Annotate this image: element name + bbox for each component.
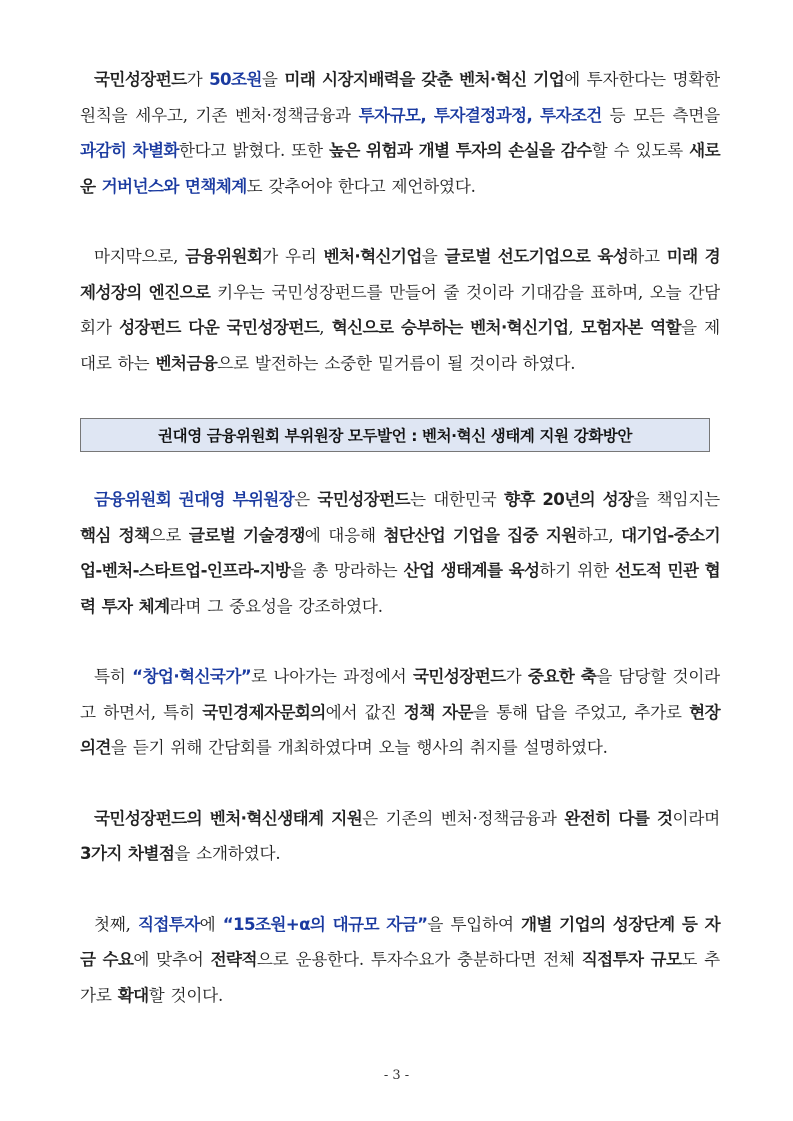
bold-text: 새로운 [80,141,721,196]
highlighted-text: 투자규모, 투자결정과정, 투자조건 [358,105,602,125]
bold-text: 국민경제자문회의 [202,702,326,722]
text-run: 가 [186,70,210,89]
bold-text: 글로벌 선도기업으로 육성 [444,247,629,266]
text-run: , [319,318,332,337]
bold-text: 정책 자문 [403,702,473,722]
text-run: 을 [261,70,285,89]
text-run: 에서 값진 [325,702,404,722]
text-run: 은 [294,490,318,509]
text-run: 특히 [94,667,133,686]
text-run: 은 기존의 벤처·정책금융과 [362,808,565,828]
text-run: 을 소개하였다. [174,844,281,863]
text-run: 을 담당할 것이라고 하면서, 특히 [80,667,720,722]
paragraph-2 [80,239,720,381]
text-run: 을 제대로 하는 [80,318,721,373]
text-run: 을 책임지는 [633,490,720,509]
highlighted-text: 금융위원회 권대영 부위원장 [94,490,295,509]
bold-text: 선도적 민관 협력 투자 체계 [80,561,720,616]
bold-text: 국민성장펀드 [317,490,410,509]
bold-text: 혁신으로 승부하는 벤처·혁신기업 [331,318,569,337]
bold-text: 모험자본 역할 [580,318,681,337]
text-run: 는 대한민국 [409,490,504,509]
text-run: , [568,318,581,337]
text-run: 가 우리 [262,247,324,266]
bold-text: 높은 위험과 개별 투자의 손실을 감수 [328,141,592,160]
bold-text: 완전히 다를 것 [564,808,673,828]
bold-text: 벤처·혁신기업 [323,247,422,266]
bold-text: 핵심 정책 [80,525,150,545]
bold-text: 산업 생태계를 육성 [403,561,540,580]
highlighted-text: 직접투자 [137,914,200,934]
paragraph-1 [80,62,720,204]
bold-text: 성장펀드 다운 국민성장펀드 [119,318,320,337]
text-run: 하고 [628,247,667,266]
bold-text: 확대 [117,985,149,1005]
bold-text: 국민성장펀드 [94,70,187,89]
text-run: 키우는 국민성장펀드를 만들어 줄 것이라 기대감을 표하며, 오늘 간담회가 [80,282,720,337]
bold-text: 전략적 [210,950,257,969]
bold-text: 국민성장펀드의 벤처·혁신생태계 지원 [94,808,363,828]
paragraph-4 [80,659,720,766]
text-run: 도 추가로 [80,950,721,1005]
highlighted-text: 과감히 차별화 [80,141,179,160]
page-number: - 3 - [383,1068,410,1083]
text-run: 할 수 있도록 [591,141,690,160]
text-run: 할 것이다. [148,985,224,1005]
bold-text: 3가지 차별점 [80,844,175,863]
text-run: 에 맞추어 [133,950,211,969]
bold-text: 대기업-중소기업-벤처-스타트업-인프라-지방 [80,525,721,580]
text-run: 하기 위한 [539,561,615,580]
highlighted-text: “15조원+α의 대규모 자금” [222,914,428,934]
bold-text: 벤처금융 [155,353,218,373]
text-run: 한다고 밝혔다. 또한 [178,141,329,160]
bold-text: 직접투자 규모 [581,950,682,969]
bold-text: 글로벌 기술경쟁 [188,525,305,545]
section-title-box [80,418,710,452]
text-run: 마지막으로, [94,247,186,266]
text-run: 하고, [576,525,622,545]
text-run: 에 [199,914,223,934]
paragraph-5 [80,801,720,872]
highlighted-text: 50조원 [209,70,262,89]
text-run: 으로 [149,525,189,545]
bold-text: 미래 경제성장의 엔진으로 [80,247,721,302]
bold-text: 중요한 축 [527,667,597,686]
highlighted-text: “창업·혁신국가” [132,667,252,686]
bold-text: 미래 시장지배력을 갖춘 벤처·혁신 기업 [284,70,565,89]
bold-text: 향후 20년의 성장 [503,490,634,509]
bold-text: 첨단산업 기업을 집중 지원 [383,525,577,545]
bold-text: 국민성장펀드 [413,667,506,686]
bold-text: 개별 기업의 성장단계 등 자금 수요 [80,914,720,969]
text-run: 으로 발전하는 소중한 밑거름이 될 것이라 하였다. [217,353,576,373]
text-run: 첫째, [94,914,138,934]
text-run: 라며 그 중요성을 강조하였다. [169,596,383,616]
bold-text: 금융위원회 [185,247,263,266]
text-run: 에 투자한다는 명확한 원칙을 세우고, 기존 벤처·정책금융과 [80,70,721,125]
text-run: 가 [505,667,528,686]
text-run: 을 통해 답을 주었고, 추가로 [473,702,690,722]
text-run: 을 듣기 위해 간담회를 개최하였다며 오늘 행사의 취지를 설명하였다. [110,738,608,757]
text-run: 을 총 망라하는 [290,561,404,580]
text-run: 등 모든 측면을 [601,105,720,125]
paragraph-3 [80,482,720,624]
section-title: 권대영 금융위원회 부위원장 모두발언 : 벤처·혁신 생태계 지원 강화방안 [158,427,632,445]
text-run: 이라며 [672,808,720,828]
text-run: 을 [421,247,445,266]
text-run: 도 갖추어야 한다고 제언하였다. [246,176,476,196]
text-run: 을 투입하여 [427,914,521,934]
text-run: 로 나아가는 과정에서 [251,667,413,686]
document-body [80,62,720,1013]
highlighted-text: 거버넌스와 면책체계 [101,176,247,196]
paragraph-6 [80,907,720,1014]
bold-text: 현장 의견 [80,702,721,757]
text-run: 으로 운용한다. 투자수요가 충분하다면 전체 [256,950,582,969]
text-run: 에 대응해 [304,525,384,545]
